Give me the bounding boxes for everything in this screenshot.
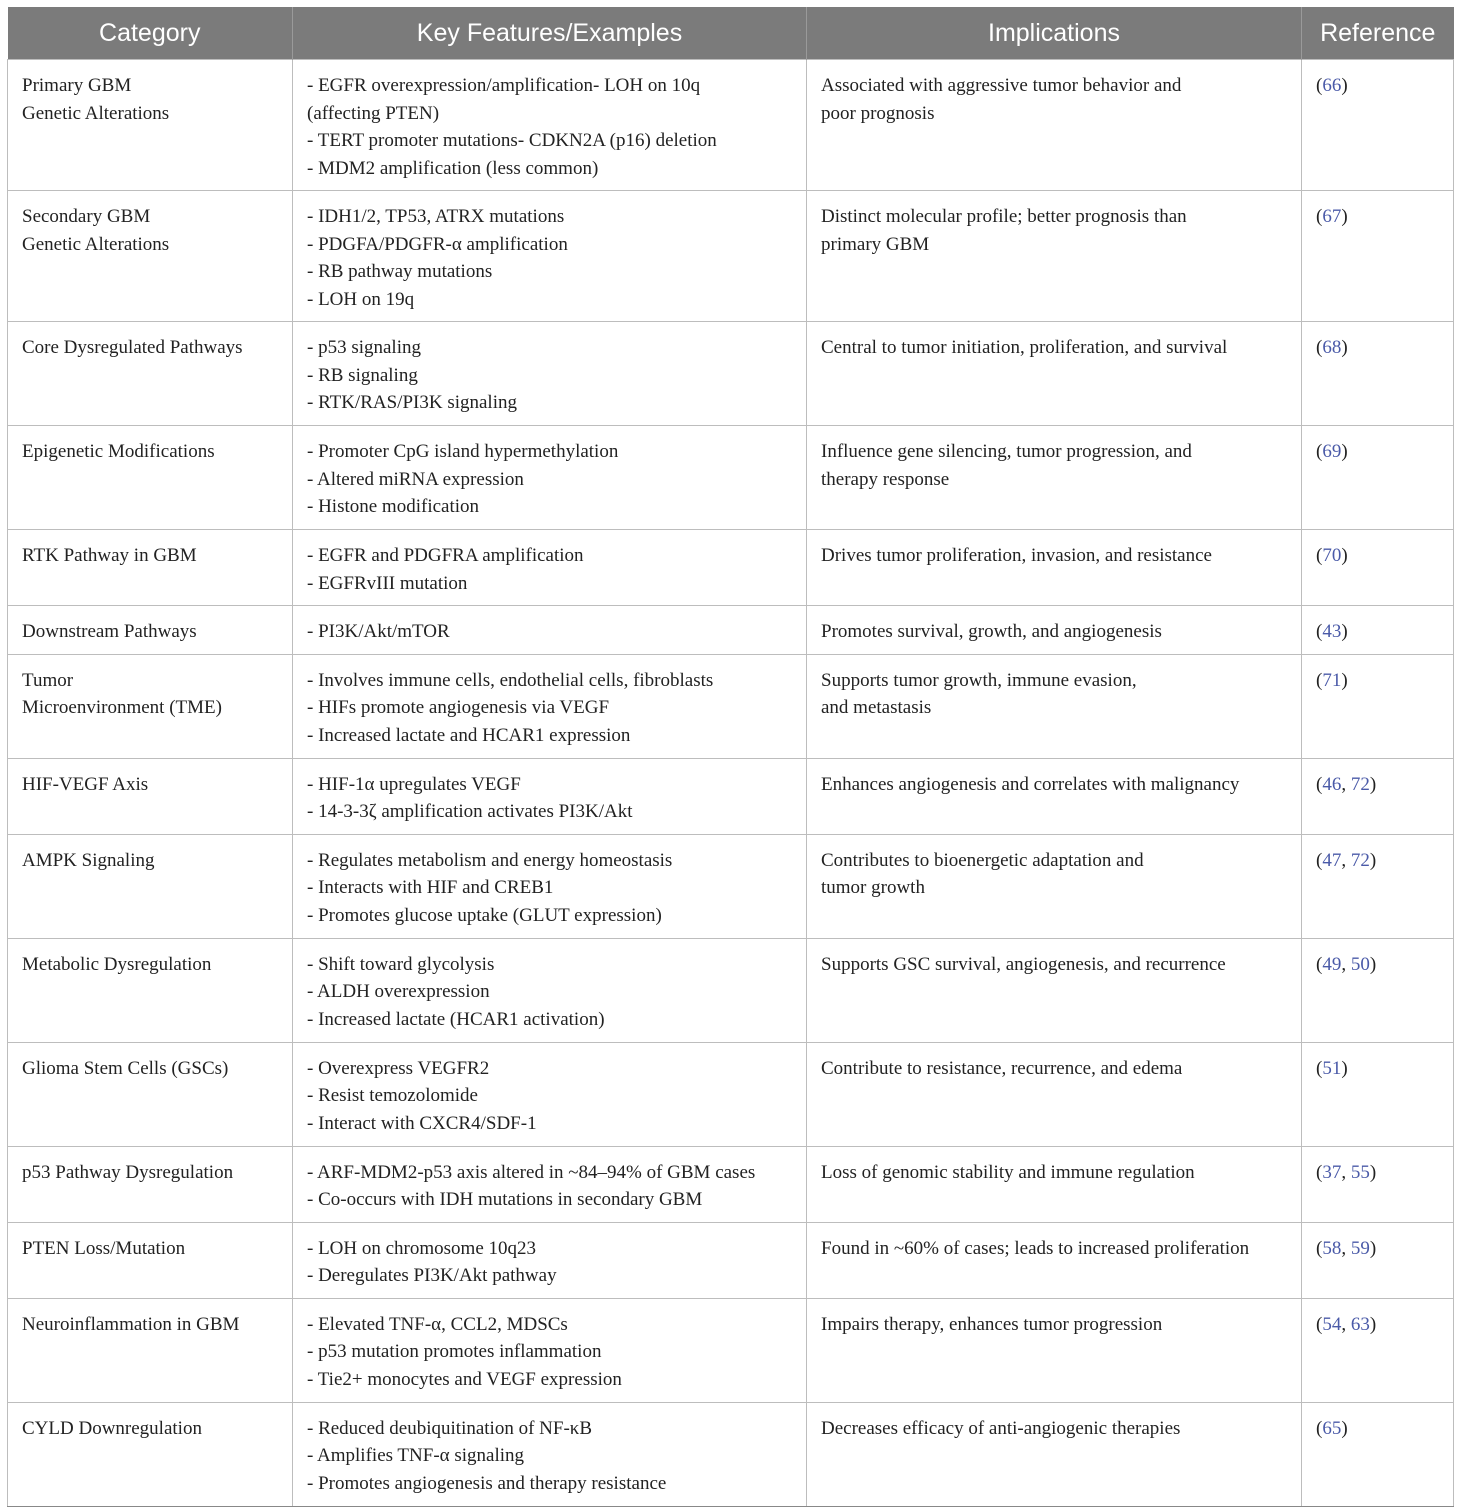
table-row xyxy=(8,426,1454,530)
implications-cell-line: Influence gene silencing, tumor progression, and xyxy=(821,441,1192,462)
header-row xyxy=(8,7,1454,60)
features-cell xyxy=(293,834,807,938)
category-cell xyxy=(8,1222,293,1298)
implications-cell-line: Impairs therapy, enhances tumor progression xyxy=(821,1313,1163,1335)
reference-link[interactable]: 51 xyxy=(1322,1057,1342,1079)
implications-cell xyxy=(807,426,1302,530)
category-cell xyxy=(8,606,293,655)
features-cell-line: (affecting PTEN) xyxy=(307,102,440,124)
features-cell-line: - Promoter CpG island hypermethylation xyxy=(307,441,619,462)
header-key-features: Key Features/Examples xyxy=(293,7,807,60)
reference-link[interactable]: 58 xyxy=(1322,1237,1342,1259)
reference-cell: (69) xyxy=(1302,426,1454,530)
features-cell xyxy=(293,1222,807,1298)
features-cell xyxy=(293,938,807,1042)
implications-cell-line: Distinct molecular profile; better prognosis than xyxy=(821,206,1187,227)
features-cell xyxy=(293,654,807,758)
features-cell-line: - Elevated TNF-α, CCL2, MDSCs xyxy=(307,1313,568,1335)
implications-cell xyxy=(807,530,1302,606)
features-cell-line: - Deregulates PI3K/Akt pathway xyxy=(307,1265,557,1286)
table-row xyxy=(8,606,1454,655)
reference-link[interactable]: 63 xyxy=(1350,1313,1370,1335)
features-cell xyxy=(293,60,807,191)
category-cell-line: Neuroinflammation in GBM xyxy=(22,1313,240,1335)
category-cell-line: RTK Pathway in GBM xyxy=(22,545,197,566)
implications-cell-line: therapy response xyxy=(821,468,950,490)
implications-cell-line: Associated with aggressive tumor behavior and xyxy=(821,75,1182,96)
features-cell-line: - Regulates metabolism and energy homeostasis xyxy=(307,849,673,871)
category-cell-line: HIF-VEGF Axis xyxy=(22,773,149,795)
table-row xyxy=(8,1222,1454,1298)
table-row xyxy=(8,1146,1454,1222)
header-implications: Implications xyxy=(807,7,1302,60)
features-cell-line: - Amplifies TNF-α signaling xyxy=(307,1445,525,1466)
features-cell-line: - Altered miRNA expression xyxy=(307,468,524,490)
implications-cell xyxy=(807,1298,1302,1402)
features-cell-line: - Reduced deubiquitination of NF-κB xyxy=(307,1417,593,1439)
implications-cell-line: Enhances angiogenesis and correlates with malignancy xyxy=(821,773,1240,795)
implications-cell-line: Central to tumor initiation, proliferation, and survival xyxy=(821,337,1228,358)
features-cell-line: - p53 signaling xyxy=(307,337,421,358)
table-row xyxy=(8,191,1454,322)
reference-link[interactable]: 68 xyxy=(1322,337,1342,358)
reference-link[interactable]: 37 xyxy=(1322,1161,1342,1183)
implications-cell xyxy=(807,654,1302,758)
implications-cell-line: Supports tumor growth, immune evasion, xyxy=(821,669,1137,691)
features-cell-line: - RB pathway mutations xyxy=(307,261,493,282)
features-cell-line: - Increased lactate (HCAR1 activation) xyxy=(307,1008,605,1030)
implications-cell xyxy=(807,938,1302,1042)
reference-link[interactable]: 50 xyxy=(1350,953,1370,975)
features-cell-line: - ALDH overexpression xyxy=(307,981,490,1002)
features-cell xyxy=(293,191,807,322)
category-cell xyxy=(8,322,293,426)
features-cell-line: - Overexpress VEGFR2 xyxy=(307,1057,490,1079)
reference-link[interactable]: 72 xyxy=(1350,849,1370,871)
implications-cell-line: tumor growth xyxy=(821,877,925,898)
features-cell-line: - Promotes angiogenesis and therapy resistance xyxy=(307,1472,667,1494)
reference-link[interactable]: 70 xyxy=(1322,545,1342,566)
features-cell-line: - Shift toward glycolysis xyxy=(307,953,495,975)
features-cell-line: - 14-3-3ζ amplification activates PI3K/Akt xyxy=(307,801,633,822)
table-row xyxy=(8,758,1454,834)
implications-cell-line: Supports GSC survival, angiogenesis, and recurrence xyxy=(821,953,1226,975)
features-cell xyxy=(293,530,807,606)
reference-link[interactable]: 65 xyxy=(1322,1417,1342,1439)
reference-link[interactable]: 54 xyxy=(1322,1313,1342,1335)
features-cell-line: - LOH on 19q xyxy=(307,288,415,310)
features-cell-line: - Tie2+ monocytes and VEGF expression xyxy=(307,1368,622,1390)
category-cell xyxy=(8,60,293,191)
category-cell xyxy=(8,758,293,834)
category-cell xyxy=(8,938,293,1042)
features-cell xyxy=(293,606,807,655)
table-row xyxy=(8,1042,1454,1146)
reference-cell: (47, 72) xyxy=(1302,834,1454,938)
category-cell xyxy=(8,1298,293,1402)
category-cell-line: Glioma Stem Cells (GSCs) xyxy=(22,1057,229,1079)
implications-cell-line: Loss of genomic stability and immune regulation xyxy=(821,1161,1195,1183)
features-cell xyxy=(293,322,807,426)
implications-cell-line: Drives tumor proliferation, invasion, and resistance xyxy=(821,545,1212,566)
reference-cell: (37, 55) xyxy=(1302,1146,1454,1222)
reference-cell: (43) xyxy=(1302,606,1454,655)
category-cell xyxy=(8,654,293,758)
features-cell xyxy=(293,1402,807,1506)
reference-link[interactable]: 47 xyxy=(1322,849,1342,871)
features-cell-line: - MDM2 amplification (less common) xyxy=(307,157,599,179)
features-cell-line: - Interacts with HIF and CREB1 xyxy=(307,877,554,898)
reference-link[interactable]: 59 xyxy=(1350,1237,1370,1259)
reference-cell: (65) xyxy=(1302,1402,1454,1506)
category-cell xyxy=(8,1146,293,1222)
category-cell-line: Microenvironment (TME) xyxy=(22,697,222,718)
features-cell-line: - EGFRvIII mutation xyxy=(307,572,468,594)
gbm-alterations-table xyxy=(7,7,1454,1507)
features-cell-line: - Interact with CXCR4/SDF-1 xyxy=(307,1112,537,1134)
features-cell xyxy=(293,1042,807,1146)
features-cell-line: - Increased lactate and HCAR1 expression xyxy=(307,724,631,746)
implications-cell xyxy=(807,1222,1302,1298)
reference-cell: (46, 72) xyxy=(1302,758,1454,834)
reference-link[interactable]: 67 xyxy=(1322,206,1342,227)
category-cell-line: p53 Pathway Dysregulation xyxy=(22,1161,234,1183)
category-cell xyxy=(8,426,293,530)
implications-cell xyxy=(807,1146,1302,1222)
features-cell-line: - IDH1/2, TP53, ATRX mutations xyxy=(307,206,565,227)
table-row xyxy=(8,530,1454,606)
reference-link[interactable]: 55 xyxy=(1350,1161,1370,1183)
category-cell xyxy=(8,1042,293,1146)
header-reference: Reference xyxy=(1302,7,1454,60)
features-cell-line: - p53 mutation promotes inflammation xyxy=(307,1341,602,1362)
reference-link[interactable]: 66 xyxy=(1322,75,1342,96)
implications-cell-line: and metastasis xyxy=(821,697,932,718)
features-cell xyxy=(293,758,807,834)
table-body xyxy=(8,60,1454,1507)
features-cell-line: - Histone modification xyxy=(307,496,480,517)
features-cell-line: - HIF-1α upregulates VEGF xyxy=(307,773,521,795)
features-cell-line: - LOH on chromosome 10q23 xyxy=(307,1237,537,1259)
reference-cell: (70) xyxy=(1302,530,1454,606)
features-cell-line: - Involves immune cells, endothelial cells, fibroblasts xyxy=(307,669,714,691)
features-cell-line: - RTK/RAS/PI3K signaling xyxy=(307,392,517,413)
reference-link[interactable]: 72 xyxy=(1350,773,1370,795)
category-cell-line: Primary GBM xyxy=(22,75,132,96)
implications-cell-line: poor prognosis xyxy=(821,102,935,124)
implications-cell xyxy=(807,322,1302,426)
features-cell xyxy=(293,1298,807,1402)
category-cell-line: Tumor xyxy=(22,669,74,691)
reference-link[interactable]: 46 xyxy=(1322,773,1342,795)
reference-cell: (68) xyxy=(1302,322,1454,426)
implications-cell xyxy=(807,1042,1302,1146)
category-cell xyxy=(8,191,293,322)
category-cell-line: Genetic Alterations xyxy=(22,233,170,255)
category-cell xyxy=(8,834,293,938)
category-cell xyxy=(8,1402,293,1506)
reference-cell: (51) xyxy=(1302,1042,1454,1146)
reference-link[interactable]: 69 xyxy=(1322,441,1342,462)
implications-cell-line: Found in ~60% of cases; leads to increased proliferation xyxy=(821,1237,1250,1259)
features-cell-line: - HIFs promote angiogenesis via VEGF xyxy=(307,697,610,718)
reference-cell: (66) xyxy=(1302,60,1454,191)
table-header xyxy=(8,7,1454,60)
implications-cell xyxy=(807,606,1302,655)
table-row xyxy=(8,1402,1454,1506)
implications-cell-line: Contributes to bioenergetic adaptation and xyxy=(821,849,1144,871)
features-cell-line: - RB signaling xyxy=(307,364,418,386)
category-cell-line: PTEN Loss/Mutation xyxy=(22,1237,186,1259)
category-cell-line: Genetic Alterations xyxy=(22,102,170,124)
implications-cell xyxy=(807,60,1302,191)
features-cell xyxy=(293,1146,807,1222)
features-cell-line: - Promotes glucose uptake (GLUT expression) xyxy=(307,904,662,926)
features-cell-line: - PDGFA/PDGFR-α amplification xyxy=(307,233,568,255)
implications-cell-line: primary GBM xyxy=(821,233,930,255)
table-row xyxy=(8,938,1454,1042)
reference-link[interactable]: 71 xyxy=(1322,669,1342,691)
table-row xyxy=(8,654,1454,758)
implications-cell-line: Promotes survival, growth, and angiogenesis xyxy=(821,621,1162,642)
category-cell xyxy=(8,530,293,606)
implications-cell xyxy=(807,1402,1302,1506)
category-cell-line: Metabolic Dysregulation xyxy=(22,953,212,975)
reference-cell: (67) xyxy=(1302,191,1454,322)
features-cell-line: - Resist temozolomide xyxy=(307,1085,478,1106)
reference-cell: (71) xyxy=(1302,654,1454,758)
category-cell-line: AMPK Signaling xyxy=(22,849,155,871)
category-cell-line: Secondary GBM xyxy=(22,206,151,227)
table-row xyxy=(8,322,1454,426)
features-cell-line: - ARF-MDM2-p53 axis altered in ~84–94% of GBM cases xyxy=(307,1161,756,1183)
table-row xyxy=(8,1298,1454,1402)
reference-link[interactable]: 49 xyxy=(1322,953,1342,975)
header-category: Category xyxy=(8,7,293,60)
features-cell-line: - PI3K/Akt/mTOR xyxy=(307,621,450,642)
reference-cell: (58, 59) xyxy=(1302,1222,1454,1298)
features-cell-line: - EGFR overexpression/amplification- LOH on 10q xyxy=(307,75,701,96)
reference-cell: (54, 63) xyxy=(1302,1298,1454,1402)
features-cell-line: - EGFR and PDGFRA amplification xyxy=(307,545,584,566)
implications-cell-line: Decreases efficacy of anti-angiogenic therapies xyxy=(821,1417,1181,1439)
implications-cell xyxy=(807,758,1302,834)
implications-cell-line: Contribute to resistance, recurrence, and edema xyxy=(821,1057,1183,1079)
features-cell-line: - Co-occurs with IDH mutations in secondary GBM xyxy=(307,1189,703,1210)
reference-cell: (49, 50) xyxy=(1302,938,1454,1042)
implications-cell xyxy=(807,191,1302,322)
features-cell-line: - TERT promoter mutations- CDKN2A (p16) deletion xyxy=(307,130,717,151)
implications-cell xyxy=(807,834,1302,938)
reference-link[interactable]: 43 xyxy=(1322,621,1342,642)
table-row xyxy=(8,834,1454,938)
features-cell xyxy=(293,426,807,530)
category-cell-line: Downstream Pathways xyxy=(22,621,197,642)
category-cell-line: Core Dysregulated Pathways xyxy=(22,337,243,358)
table-row xyxy=(8,60,1454,191)
category-cell-line: CYLD Downregulation xyxy=(22,1417,202,1439)
category-cell-line: Epigenetic Modifications xyxy=(22,441,215,462)
table-container xyxy=(7,7,1453,1507)
